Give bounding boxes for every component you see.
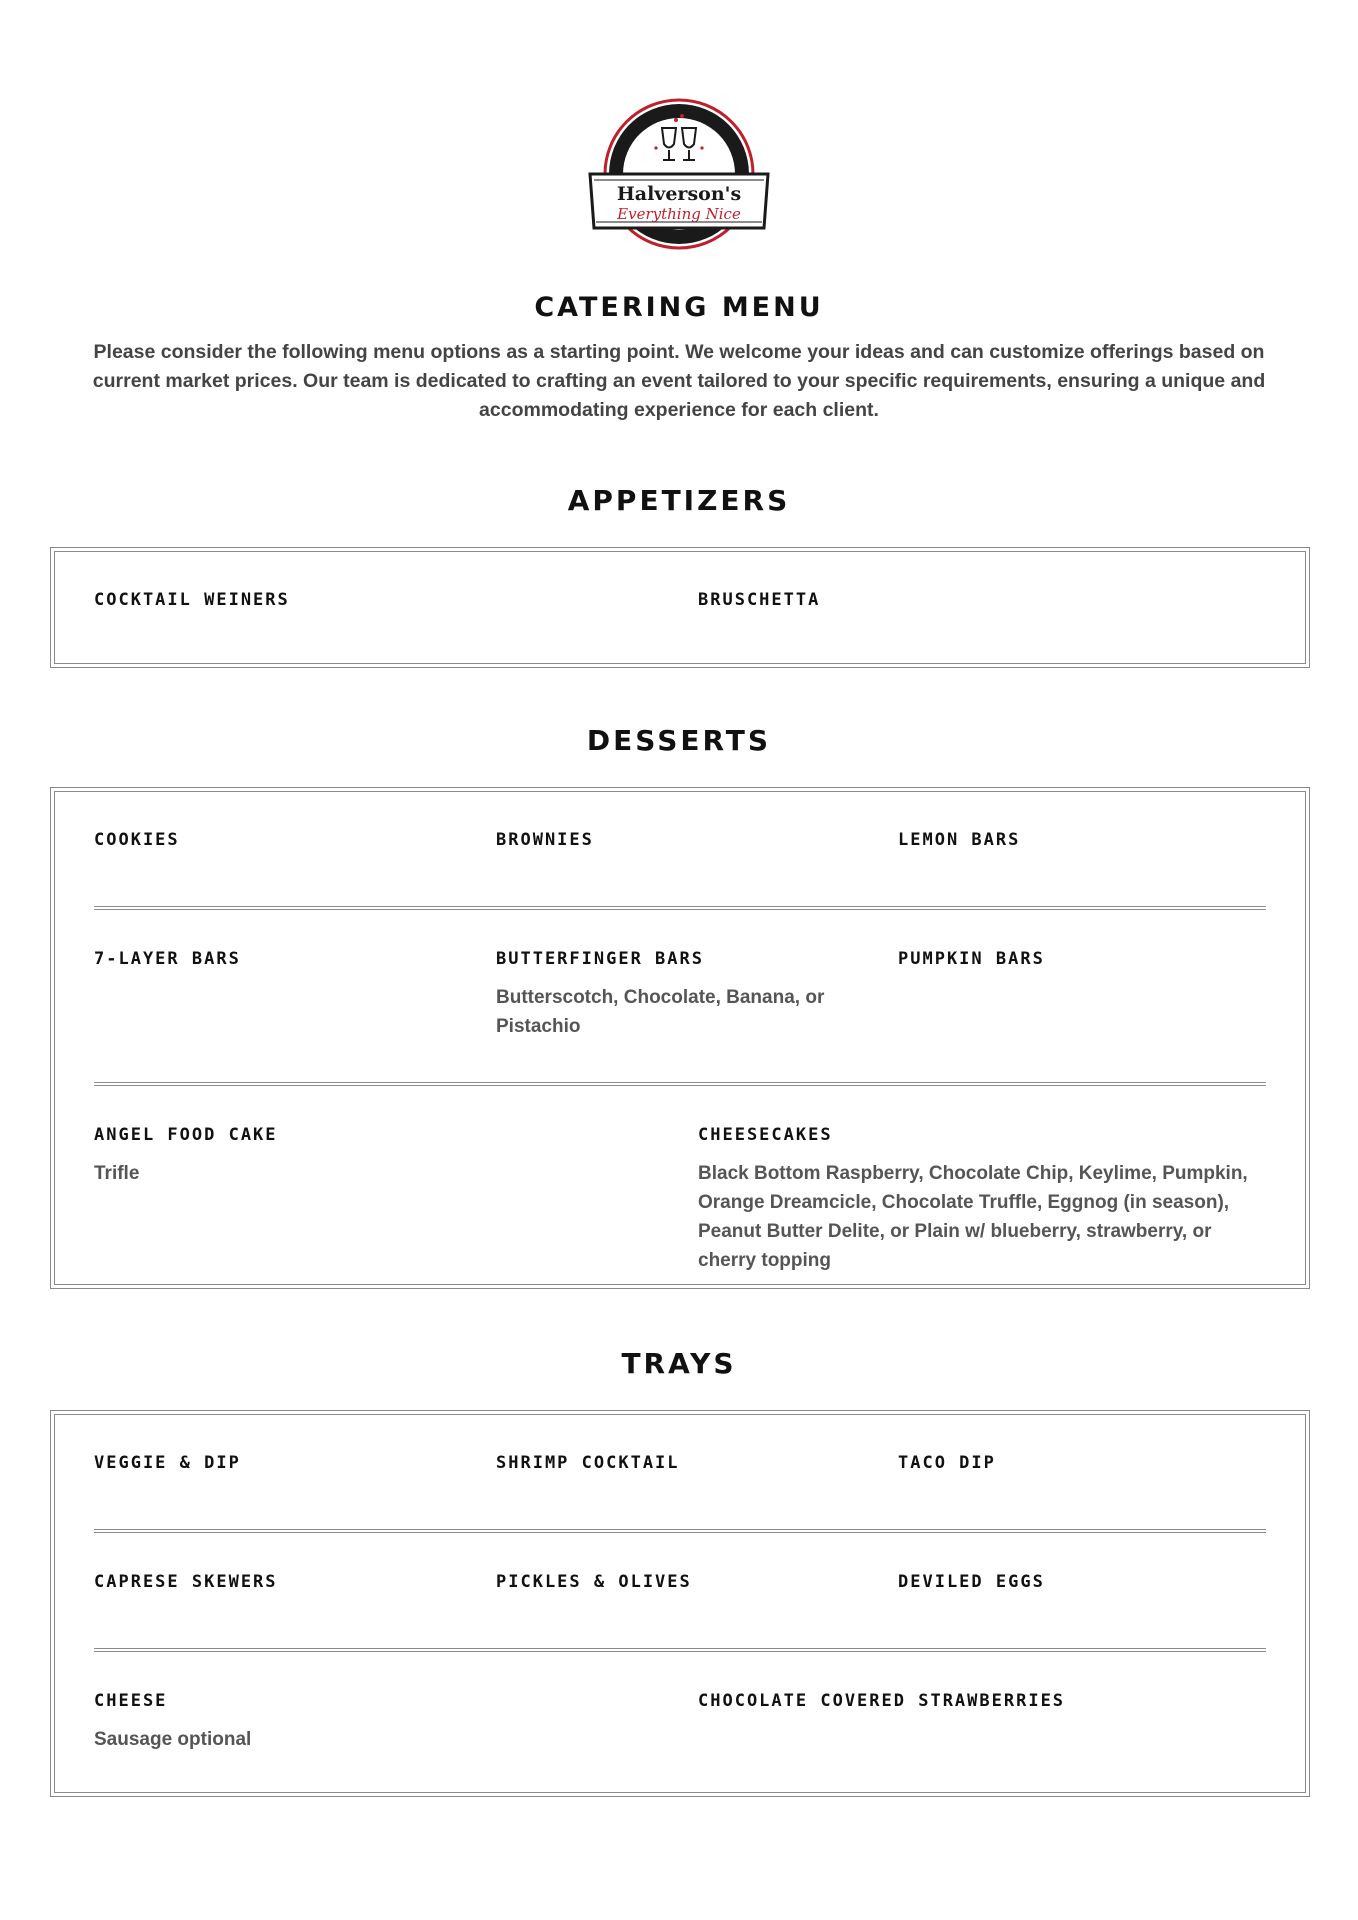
item-description: Trifle xyxy=(94,1163,140,1184)
desserts-box xyxy=(50,787,1310,1289)
menu-item xyxy=(898,949,1045,969)
item-name: PUMPKIN BARS xyxy=(898,949,1045,969)
logo xyxy=(0,96,1358,256)
logo-brand-top: Halverson's xyxy=(616,183,742,205)
item-name: PICKLES & OLIVES xyxy=(496,1572,692,1592)
menu-item xyxy=(94,1125,278,1188)
menu-item xyxy=(898,830,1020,850)
item-name: COCKTAIL WEINERS xyxy=(94,590,290,610)
item-name: BUTTERFINGER BARS xyxy=(496,949,704,969)
row-divider xyxy=(94,1529,1266,1533)
menu-item xyxy=(496,1572,692,1592)
item-name: SHRIMP COCKTAIL xyxy=(496,1453,680,1473)
menu-item xyxy=(698,1125,1268,1275)
menu-item xyxy=(94,590,290,610)
menu-item xyxy=(94,830,180,850)
item-name: DEVILED EGGS xyxy=(898,1572,1045,1592)
item-name: CHEESECAKES xyxy=(698,1125,833,1145)
item-name: TACO DIP xyxy=(898,1453,996,1473)
item-name: VEGGIE & DIP xyxy=(94,1453,241,1473)
menu-item xyxy=(94,1453,241,1473)
item-name: CHOCOLATE COVERED STRAWBERRIES xyxy=(698,1691,1066,1711)
item-name: CAPRESE SKEWERS xyxy=(94,1572,278,1592)
menu-item xyxy=(94,949,241,969)
item-name: 7-LAYER BARS xyxy=(94,949,241,969)
appetizers-box xyxy=(50,547,1310,668)
row-divider xyxy=(94,1082,1266,1086)
menu-item xyxy=(496,949,836,1041)
menu-item xyxy=(898,1572,1045,1592)
item-description: Sausage optional xyxy=(94,1729,252,1750)
item-name: COOKIES xyxy=(94,830,180,850)
item-name: BRUSCHETTA xyxy=(698,590,821,610)
section-heading-trays: TRAYS xyxy=(621,1347,737,1380)
menu-item xyxy=(698,1691,1065,1711)
menu-item xyxy=(94,1572,278,1592)
menu-item xyxy=(698,590,820,610)
logo-brand-script: Everything Nice xyxy=(617,205,741,223)
item-name: CHEESE xyxy=(94,1691,168,1711)
menu-item xyxy=(496,830,594,850)
row-divider xyxy=(94,906,1266,910)
item-name: BROWNIES xyxy=(496,830,594,850)
menu-item xyxy=(94,1691,251,1754)
trays-box xyxy=(50,1410,1310,1797)
item-name: ANGEL FOOD CAKE xyxy=(94,1125,278,1145)
row-divider xyxy=(94,1648,1266,1652)
menu-item xyxy=(898,1453,996,1473)
intro-text: Please consider the following menu options as a starting point. We welcome your ideas and can customize offerings based on current market prices. Our team is dedicated to crafting an event tailored to your specific requirements, ensuring a unique and accommodating experience for each client. xyxy=(92,341,1266,421)
halversons-logo xyxy=(584,96,774,256)
section-heading-desserts: DESSERTS xyxy=(586,724,772,757)
item-name: LEMON BARS xyxy=(898,830,1021,850)
item-description: Black Bottom Raspberry, Chocolate Chip, Keylime, Pumpkin, Orange Dreamcicle, Chocolate Truffle, Eggnog (in season), Peanut Butter Delite, or Plain w/ blueberry, strawberry, or cherry topping xyxy=(698,1163,1248,1271)
menu-item xyxy=(496,1453,680,1473)
section-heading-appetizers: APPETIZERS xyxy=(567,484,791,517)
page-title: CATERING MENU xyxy=(534,292,824,323)
item-description: Butterscotch, Chocolate, Banana, or Pistachio xyxy=(496,987,825,1037)
